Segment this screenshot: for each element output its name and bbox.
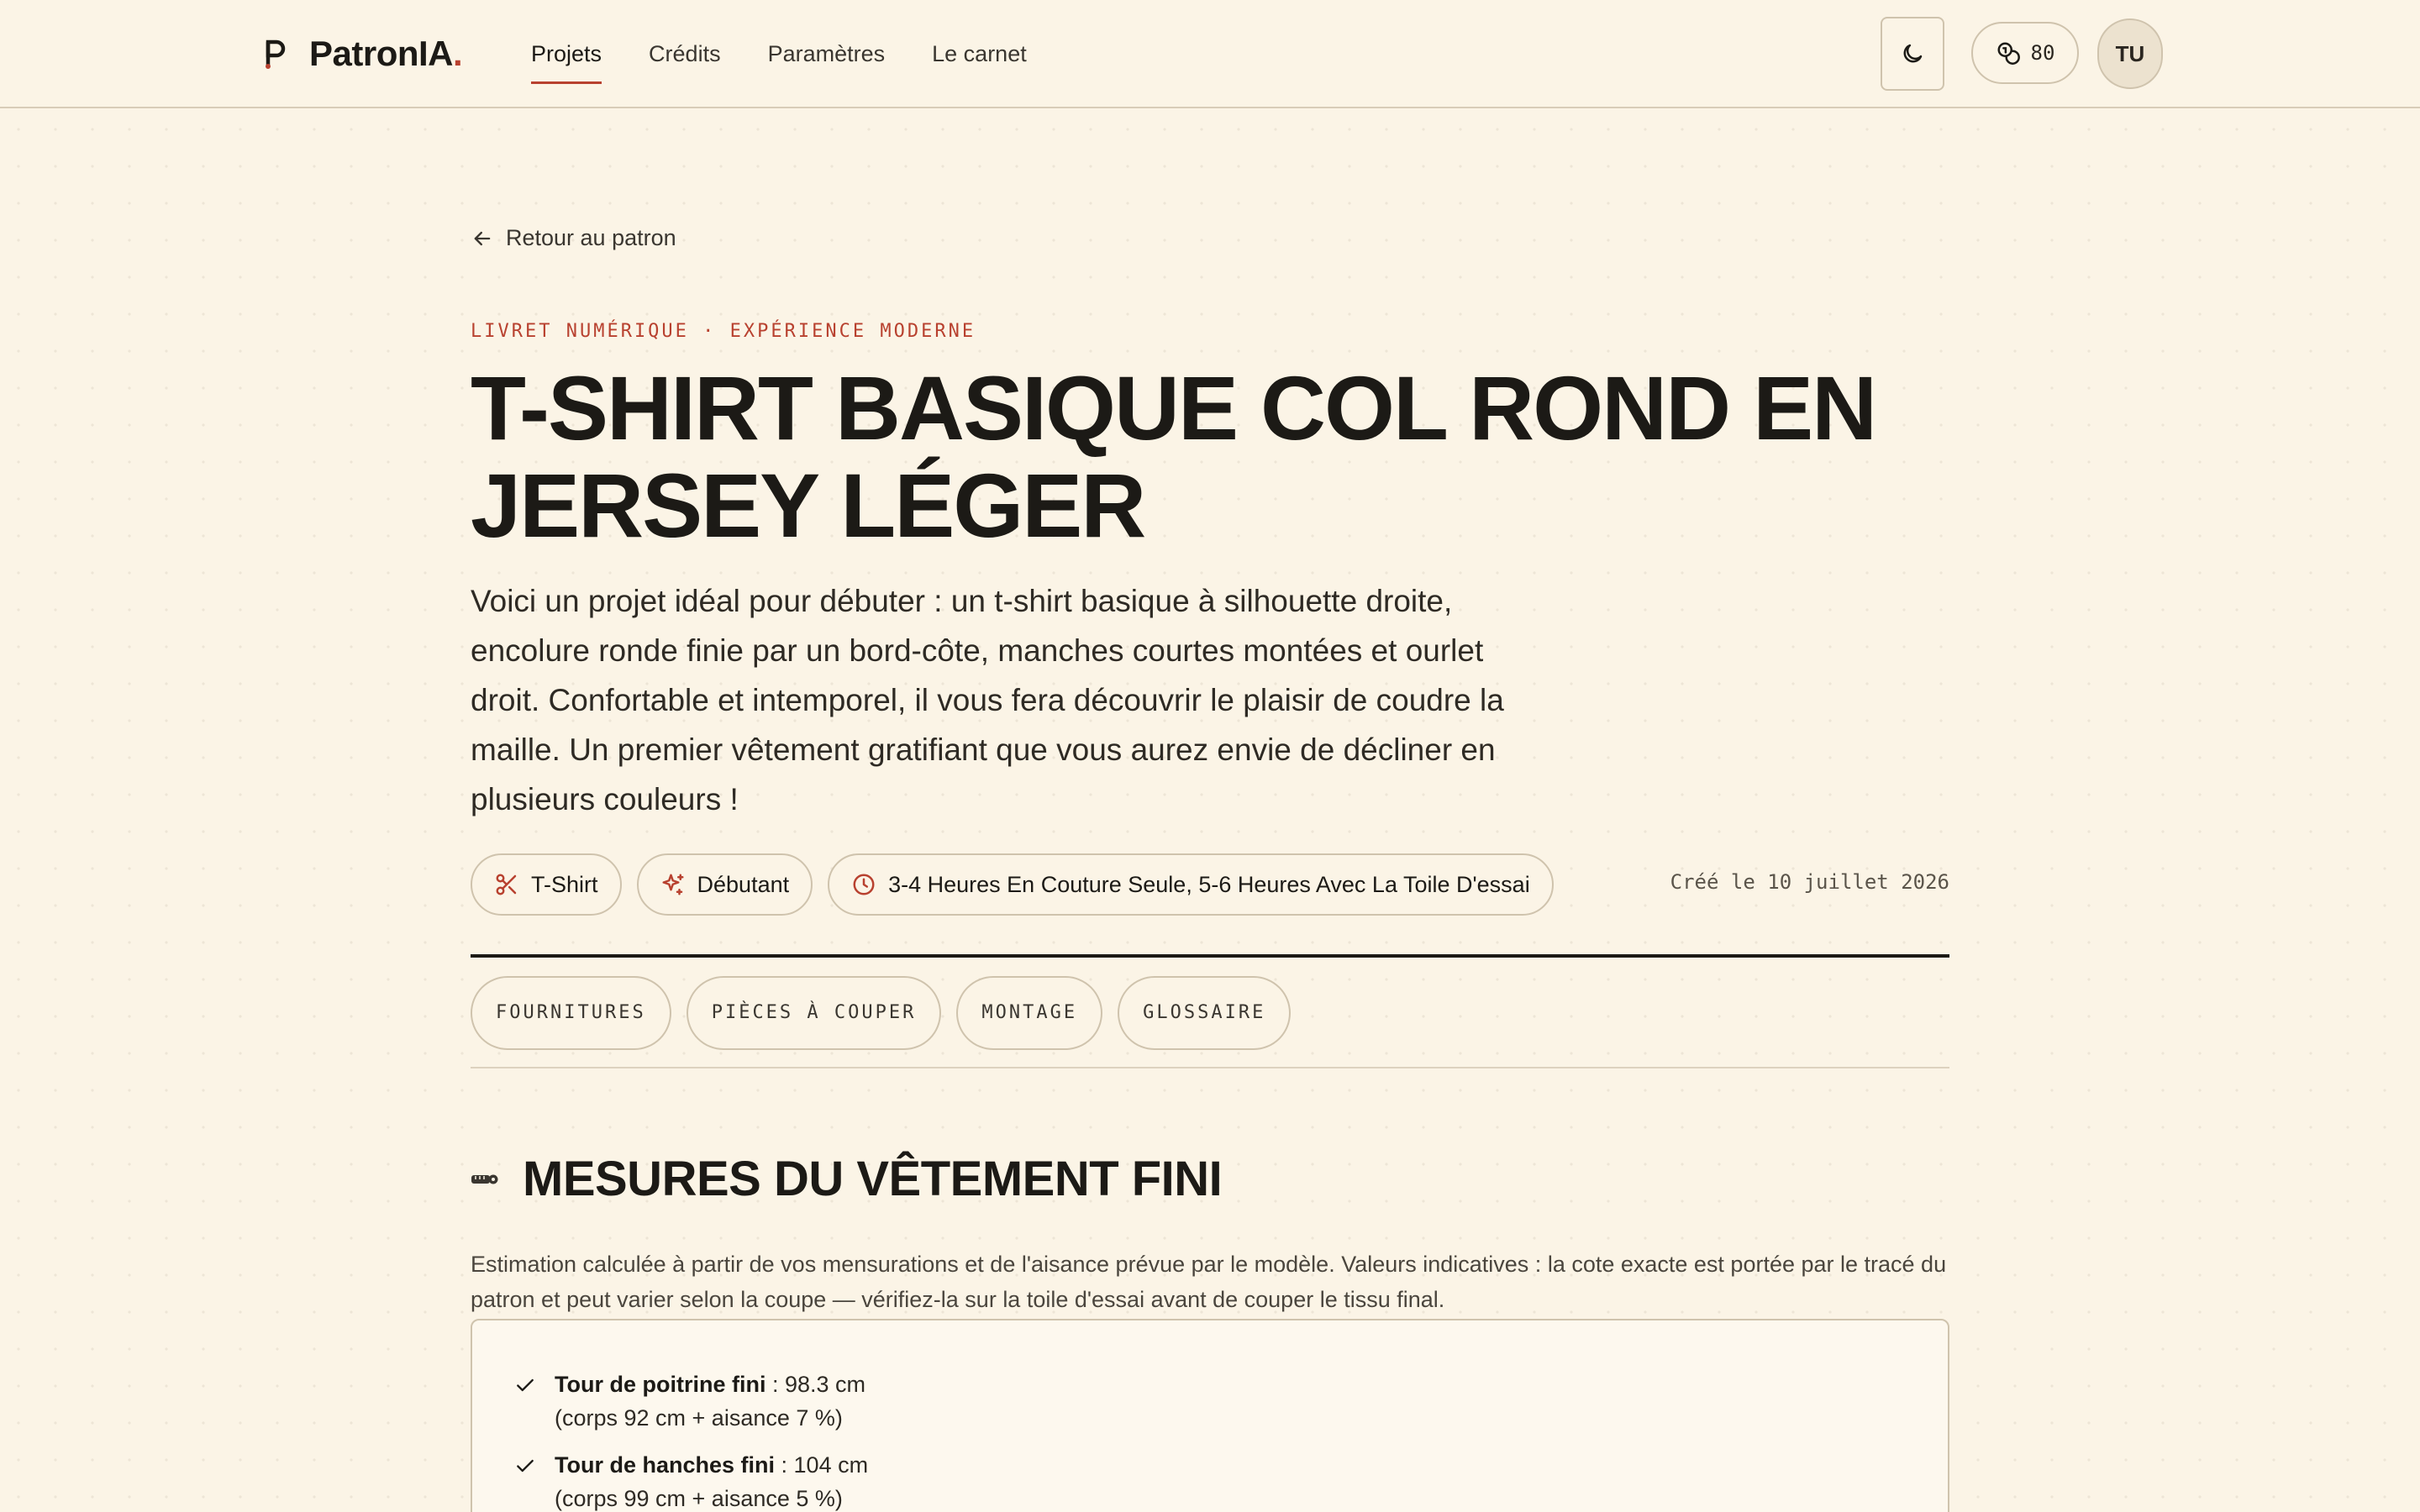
measure-value: : 98.3 cm	[765, 1372, 866, 1397]
brand-name: PatronIA.	[309, 34, 463, 73]
tag-duration	[828, 853, 1554, 916]
theme-toggle-button[interactable]	[1881, 17, 1944, 91]
nav-item-projets[interactable]: Projets	[531, 34, 602, 84]
measure-detail: (corps 99 cm + aisance 5 %)	[555, 1486, 843, 1511]
section-description: Estimation calculée à partir de vos mensurations et de l'aisance prévue par le modèle. Valeurs indicatives : la cote exacte est portée par le tracé du patron et peut varier selon la coupe — vérifiez-la sur la toile d'essai avant de couper le tissu final.	[471, 1252, 1947, 1312]
pattern-tags	[471, 853, 1554, 916]
measure-text	[555, 1448, 868, 1512]
check-icon	[514, 1455, 536, 1477]
sparkles-icon	[660, 872, 686, 897]
back-link-label: Retour au patron	[506, 225, 676, 250]
created-date: Créé le 10 juillet 2026	[1670, 870, 1949, 894]
credits-balance-button[interactable]	[1971, 22, 2079, 84]
patron-logo-icon	[264, 39, 287, 69]
tag-label: 3-4 Heures En Couture Seule, 5-6 Heures Avec La Toile D'essai	[888, 871, 1530, 897]
arrow-left-icon	[471, 227, 494, 250]
check-icon	[514, 1374, 536, 1396]
divider	[471, 954, 1949, 958]
top-navigation-bar	[0, 0, 2420, 108]
tag-label: T-Shirt	[531, 871, 598, 897]
finished-measurements-card	[471, 1319, 1949, 1512]
measure-label: Tour de hanches fini	[555, 1452, 776, 1478]
measure-text	[555, 1368, 865, 1435]
moon-icon	[1900, 41, 1925, 66]
tag-garment-type	[471, 853, 622, 916]
measures-section-header	[471, 1151, 1222, 1207]
nav-item-le-carnet[interactable]: Le carnet	[932, 41, 1027, 66]
measure-value: : 104 cm	[775, 1452, 869, 1478]
tab-fournitures[interactable]: FOURNITURES	[471, 976, 671, 1050]
brand-logo[interactable]	[264, 30, 462, 77]
pattern-description: Voici un projet idéal pour débuter : un t-shirt basique à silhouette droite, encolure ronde finie par un bord-côte, manches courtes montées et ourlet droit. Confortable et intemporel, il vous fera découvrir le plaisir de coudre la maille. Un premier vêtement gratifiant que vous aurez envie de décliner en plusieurs couleurs !	[471, 584, 1504, 816]
user-avatar[interactable]: TU	[2097, 18, 2163, 89]
tab-pieces-a-couper[interactable]: PIÈCES À COUPER	[687, 976, 942, 1050]
credits-count: 80	[2030, 41, 2055, 65]
measure-label: Tour de poitrine fini	[555, 1372, 766, 1397]
section-tabs	[471, 976, 1291, 1050]
clock-icon	[851, 872, 876, 897]
tab-montage[interactable]: MONTAGE	[956, 976, 1102, 1050]
back-to-pattern-link[interactable]	[471, 225, 676, 251]
section-title: MESURES DU VÊTEMENT FINI	[523, 1152, 1223, 1206]
coins-icon	[1996, 40, 2021, 66]
main-nav	[531, 34, 1074, 84]
page-kicker: LIVRET NUMÉRIQUE · EXPÉRIENCE MODERNE	[471, 321, 976, 342]
tab-glossaire[interactable]: GLOSSAIRE	[1118, 976, 1291, 1050]
tag-difficulty	[637, 853, 813, 916]
divider	[471, 1067, 1949, 1068]
list-item	[514, 1368, 865, 1435]
list-item	[514, 1448, 868, 1512]
tag-label: Débutant	[697, 871, 790, 897]
nav-item-parametres[interactable]: Paramètres	[767, 41, 886, 66]
page-title: T-SHIRT BASIQUE COL ROND EN JERSEY LÉGER	[471, 357, 1876, 556]
tape-measure-icon	[471, 1170, 499, 1189]
measure-detail: (corps 92 cm + aisance 7 %)	[555, 1405, 843, 1431]
scissors-icon	[494, 872, 519, 897]
nav-item-credits[interactable]: Crédits	[649, 41, 721, 66]
